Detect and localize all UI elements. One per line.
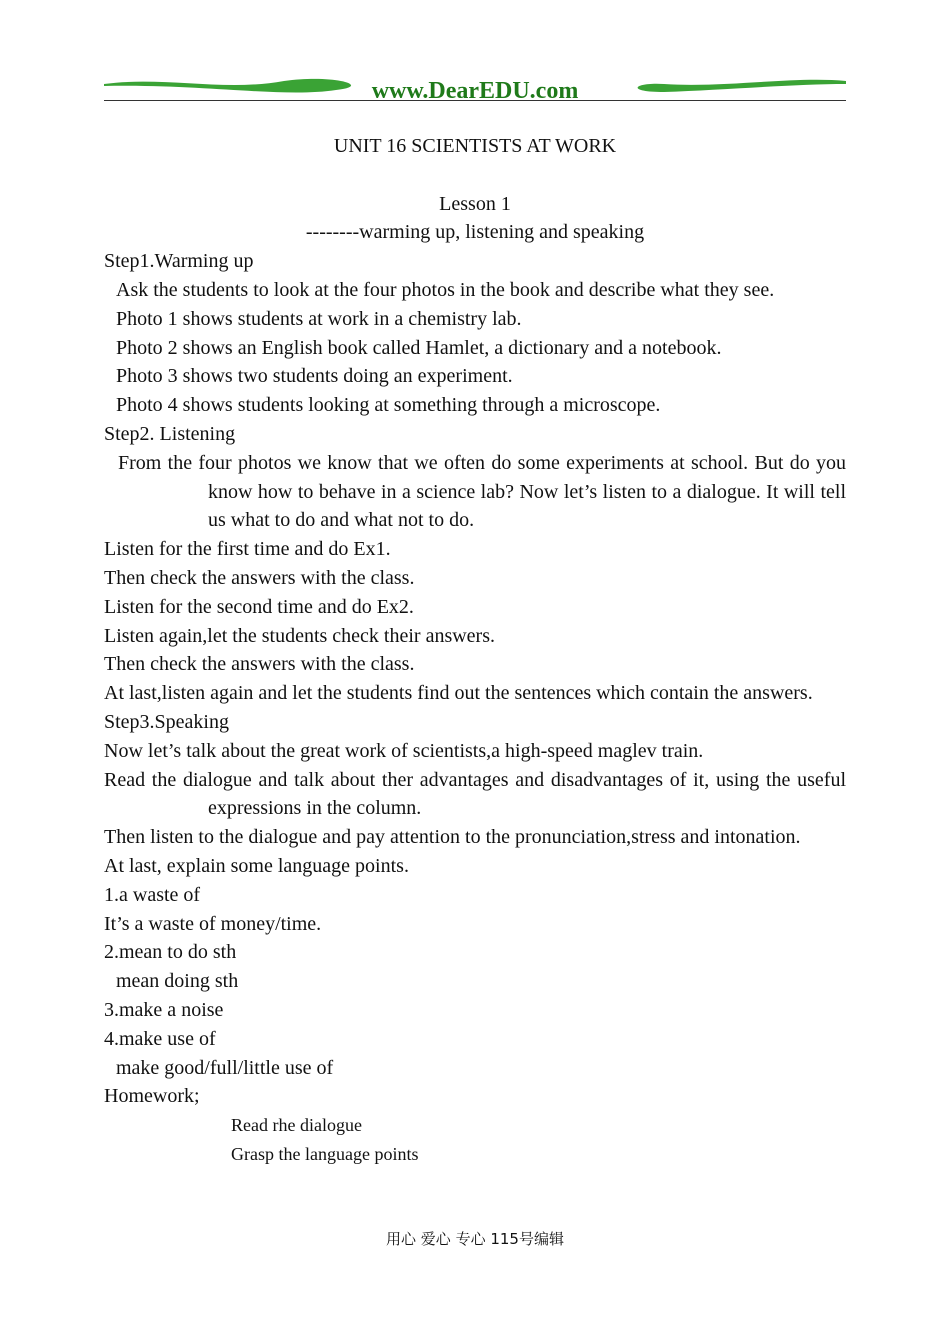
banner-swoosh-left [104, 79, 351, 93]
language-point: 4.make use of [104, 1027, 216, 1050]
language-point: It’s a waste of money/time. [104, 912, 322, 935]
step3-line: Now let’s talk about the great work of scientists,a high-speed maglev train. [104, 739, 704, 762]
language-point: 2.mean to do sth [104, 941, 237, 964]
language-point: mean doing sth [116, 970, 239, 993]
language-point: 1.a waste of [104, 883, 201, 906]
header-rule [104, 100, 846, 101]
spacer [104, 161, 846, 190]
step1-line: Ask the students to look at the four photos in the book and describe what they see. [116, 278, 775, 301]
step3-paragraph: Then listen to the dialogue and pay attention to the pronunciation,stress and intonation. [104, 826, 801, 849]
step2-line: Then check the answers with the class. [104, 566, 415, 589]
homework-item: Read rhe dialogue [231, 1115, 362, 1136]
step3-paragraph: Read the dialogue and talk about ther advantages and disadvantages of it, using the useful expressions in the column. [104, 768, 846, 820]
step1-line: Photo 4 shows students looking at something through a microscope. [116, 394, 661, 417]
banner-swoosh-right [638, 80, 846, 92]
step3-heading: Step3.Speaking [104, 710, 229, 733]
step3-line: At last, explain some language points. [104, 854, 409, 877]
step1-line: Photo 3 shows two students doing an experiment. [116, 365, 513, 388]
step1-heading: Step1.Warming up [104, 250, 254, 273]
lesson-subtitle: --------warming up, listening and speaking [305, 221, 645, 244]
step1-line: Photo 1 shows students at work in a chemistry lab. [116, 307, 522, 330]
unit-title: UNIT 16 SCIENTISTS AT WORK [333, 135, 617, 157]
language-point: make good/full/little use of [116, 1056, 334, 1079]
step2-line: Listen for the second time and do Ex2. [104, 595, 414, 618]
lesson-title: Lesson 1 [439, 192, 511, 215]
document-body [104, 130, 846, 1169]
step2-line: Listen for the first time and do Ex1. [104, 538, 391, 561]
step2-intro: From the four photos we know that we often do some experiments at school. But do you know how to behave in a science lab? Now let’s listen to a dialogue. It will tell us what to do and what not to do. [118, 451, 846, 532]
homework-item: Grasp the language points [231, 1143, 419, 1164]
step2-line: Listen again,let the students check their answers. [104, 624, 495, 647]
step2-line: Then check the answers with the class. [104, 653, 415, 676]
step2-last: At last,listen again and let the students find out the sentences which contain the answers. [104, 682, 813, 705]
step2-heading: Step2. Listening [104, 422, 236, 445]
language-point: 3.make a noise [104, 998, 224, 1021]
step1-line: Photo 2 shows an English book called Hamlet, a dictionary and a notebook. [116, 336, 722, 359]
banner-site-text: www.DearEDU.com [371, 78, 579, 104]
page-footer: 用心 爱心 专心 115号编辑 [386, 1230, 564, 1248]
homework-heading: Homework; [104, 1085, 200, 1108]
